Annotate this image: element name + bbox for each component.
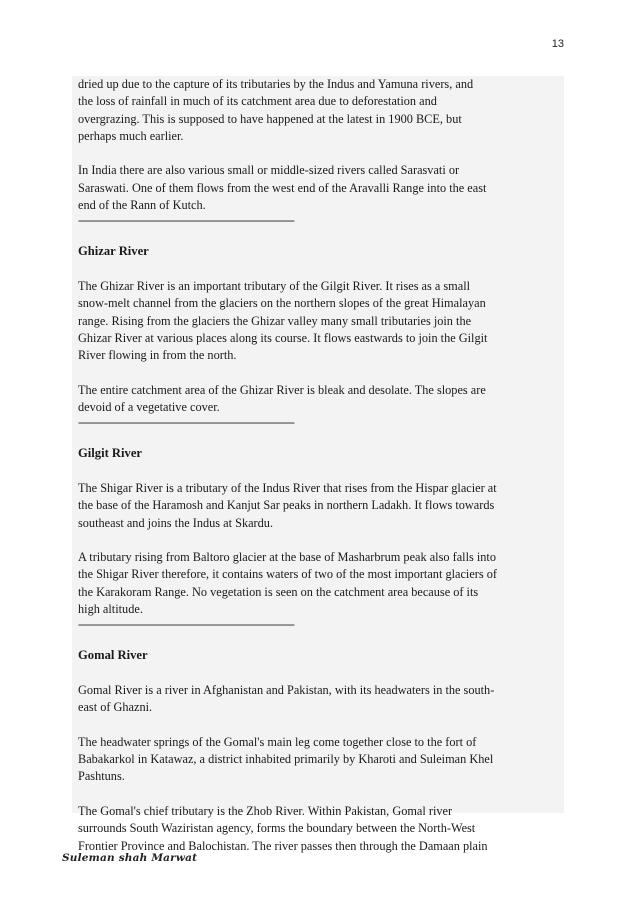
footer-author: Suleman shah Marwat — [62, 852, 198, 864]
paragraph: The Gomal's chief tributary is the Zhob River. Within Pakistan, Gomal river surrounds South Waziristan agency, forms the boundary between the North-West Frontier Province and Balochistan. The river passes then through the Damaan plain — [78, 803, 488, 853]
paragraph: A tributary rising from Baltoro glacier at the base of Masharbrum peak also falls into the Shigar River therefore, it contains waters of two of the most important glaciers of the Karakoram Range. No vegetation is seen on the catchment area because of its high altitude. — [78, 550, 498, 617]
paragraph: Gomal River is a river in Afghanistan and Pakistan, with its headwaters in the south- east of Ghazni. — [78, 682, 495, 715]
section-heading-gomal-river: Gomal River — [78, 648, 148, 663]
paragraph: dried up due to the capture of its tributaries by the Indus and Yamuna rivers, and the loss of rainfall in much of its catchment area due to deforestation and overgrazing. This is supposed to have happened at the latest in 1900 BCE, but perhaps much earlier. — [78, 77, 474, 143]
document-body — [72, 76, 564, 853]
section-divider: -------------------------------------------------------------------------------- — [78, 617, 294, 632]
section-heading-gilgit-river: Gilgit River — [78, 446, 143, 461]
section-divider: -------------------------------------------------------------------------------- — [78, 415, 294, 430]
paragraph: The headwater springs of the Gomal's main leg come together close to the fort of Babakarkol in Katawaz, a district inhabited primarily by Kharoti and Suleiman Khel Pashtuns. — [78, 734, 494, 784]
section-heading-ghizar-river: Ghizar River — [78, 244, 149, 259]
paragraph: The Ghizar River is an important tributary of the Gilgit River. It rises as a small snow-melt channel from the glaciers on the northern slopes of the great Himalayan range. Rising from the glaciers the Ghizar valley many small tributaries join the Ghizar River at various places along its course. It flows eastwards to join the Gilgit River flowing in from the north. — [78, 278, 488, 363]
page-number: 13 — [551, 38, 564, 50]
paragraph: In India there are also various small or middle-sized rivers called Sarasvati or Saraswati. One of them flows from the west end of the Aravalli Range into the east end of the Rann of Kutch. — [78, 163, 487, 213]
paragraph: The Shigar River is a tributary of the Indus River that rises from the Hispar glacier at the base of the Haramosh and Kanjut Sar peaks in northern Ladakh. It flows towards southeast and joins the Indus at Skardu. — [78, 480, 497, 530]
paragraph: The entire catchment area of the Ghizar River is bleak and desolate. The slopes are devoid of a vegetative cover. — [78, 382, 486, 415]
section-divider: -------------------------------------------------------------------------------- — [78, 213, 294, 228]
